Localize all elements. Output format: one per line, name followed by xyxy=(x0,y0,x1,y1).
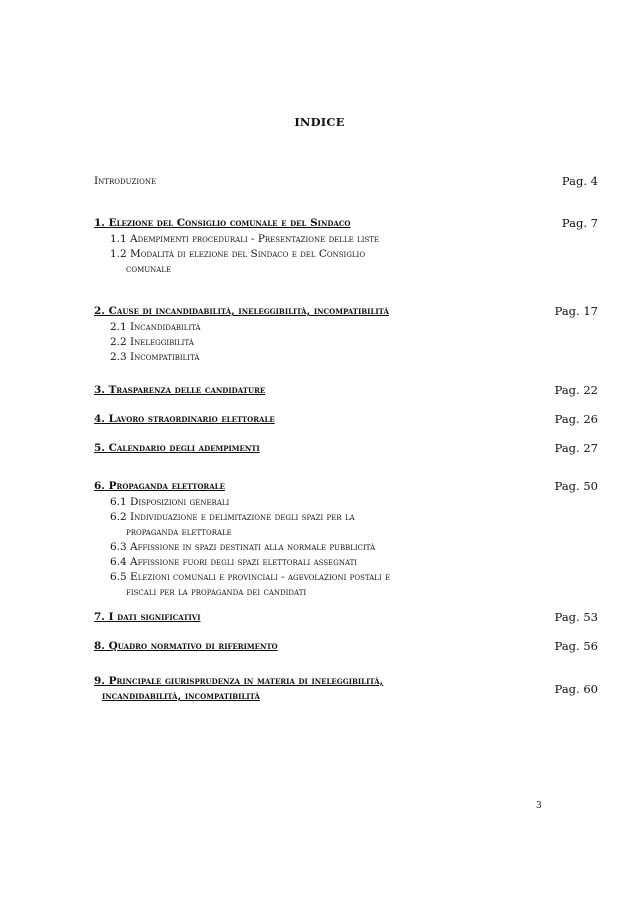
toc-subitem: 6.1 Disposizioni generali xyxy=(110,496,230,508)
toc-entry-5 xyxy=(94,441,598,456)
toc-subitem: 2.3 Incompatibilità xyxy=(110,351,200,363)
toc-entry-6 xyxy=(94,479,598,600)
page-number: 3 xyxy=(536,801,542,811)
toc-heading: 5. Calendario degli adempimenti xyxy=(94,442,260,454)
toc-page-ref: Pag. 26 xyxy=(554,412,598,426)
toc-entry-1 xyxy=(94,216,598,277)
toc-page-ref: Pag. 60 xyxy=(554,682,598,696)
toc-heading: 2. Cause di incandidabilità, ineleggibilità, incompatibilità xyxy=(94,305,389,317)
toc-page-ref: Pag. 56 xyxy=(554,639,598,653)
toc-heading: 4. Lavoro straordinario elettorale xyxy=(94,413,275,425)
toc-subitem: 1.2 Modalità di elezione del Sindaco e del Consiglio comunale xyxy=(110,248,366,275)
toc-page-ref: Pag. 22 xyxy=(554,383,598,397)
toc-subitem: 6.2 Individuazione e delimitazione degli spazi per la propaganda elettorale xyxy=(110,511,355,538)
toc-page-ref: Pag. 53 xyxy=(554,610,598,624)
toc-subitem: 2.1 Incandidabilità xyxy=(110,321,201,333)
toc-heading: 7. I dati significativi xyxy=(94,611,201,623)
page-title: INDICE xyxy=(294,115,345,129)
toc-heading: 3. Trasparenza delle candidature xyxy=(94,384,266,396)
toc-subitem: 6.5 Elezioni comunali e provinciali - agevolazioni postali e fiscali per la propaganda dei candidati xyxy=(110,571,391,598)
toc-subitem: 6.3 Affissione in spazi destinati alla normale pubblicità xyxy=(110,541,376,553)
toc-page-ref: Pag. 4 xyxy=(561,174,598,188)
toc-heading: 9. Principale giurisprudenza in materia di ineleggibilità, incandidabilità, incompatibilità xyxy=(94,675,384,702)
toc-entry-2 xyxy=(94,304,598,365)
toc-page-ref: Pag. 27 xyxy=(554,441,598,455)
toc-page-ref: Pag. 17 xyxy=(554,304,598,318)
toc-entry-9 xyxy=(94,674,598,704)
toc-page-ref: Pag. 50 xyxy=(554,479,598,493)
toc-heading: 6. Propaganda elettorale xyxy=(94,480,225,492)
toc-page-ref: Pag. 7 xyxy=(561,216,598,230)
toc-subitem: 2.2 Ineleggibilità xyxy=(110,336,194,348)
toc-entry-7 xyxy=(94,610,598,625)
toc-subitem: 1.1 Adempimenti procedurali - Presentazione delle liste xyxy=(110,233,380,245)
toc-entry-3 xyxy=(94,383,598,398)
toc-entry-8 xyxy=(94,639,598,654)
toc-heading: 8. Quadro normativo di riferimento xyxy=(94,640,278,652)
toc-entry-intro xyxy=(94,174,598,189)
toc-heading: 1. Elezione del Consiglio comunale e del Sindaco xyxy=(94,217,351,229)
toc-subitem: 6.4 Affissione fuori degli spazi elettorali assegnati xyxy=(110,556,358,568)
toc-entry-4 xyxy=(94,412,598,427)
toc-intro-label: Introduzione xyxy=(94,175,157,187)
